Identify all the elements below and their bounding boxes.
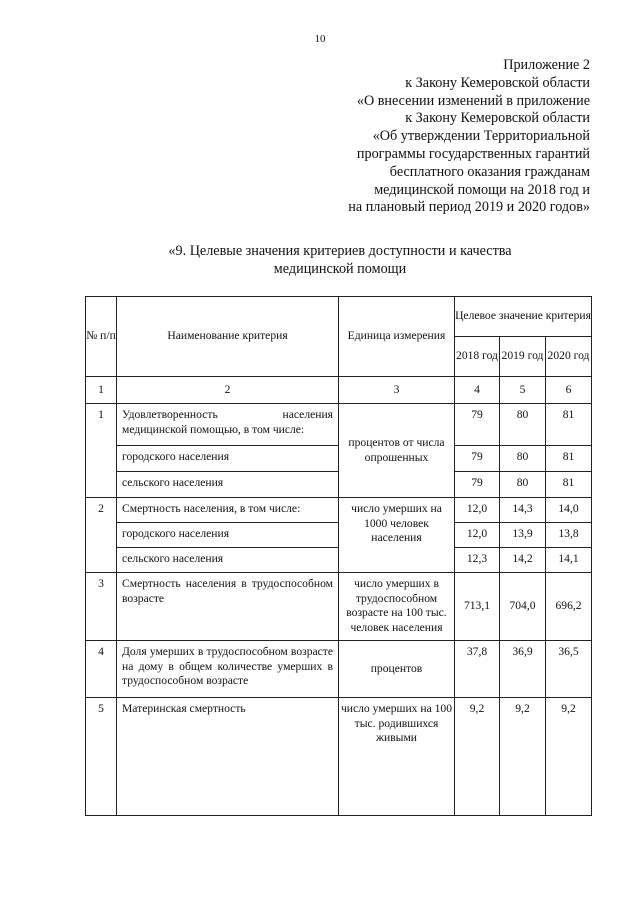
section-heading xyxy=(120,243,560,279)
row-name: Смертность населения в трудоспособном возрасте xyxy=(117,573,339,641)
value-cell: 12,0 xyxy=(455,523,500,548)
header-num: № п/п xyxy=(86,297,117,377)
table-row xyxy=(86,498,592,523)
value-cell: 12,0 xyxy=(455,498,500,523)
appendix-line: к Закону Кемеровской области xyxy=(405,110,590,127)
row-num: 1 xyxy=(86,404,117,498)
header-year: 2019 год xyxy=(500,337,546,377)
header-target: Целевое значение критерия xyxy=(455,297,592,337)
row-num: 3 xyxy=(86,573,117,641)
col-number: 2 xyxy=(117,377,339,404)
row-name: городского населения xyxy=(117,446,339,472)
row-num: 5 xyxy=(86,698,117,816)
value-cell: 81 xyxy=(546,472,592,498)
value-cell: 79 xyxy=(455,404,500,446)
value-cell: 80 xyxy=(500,446,546,472)
row-unit: число умерших на 100 тыс. родившихся живыми xyxy=(339,698,455,816)
appendix-block xyxy=(260,57,590,217)
row-name: Доля умерших в трудоспособном возрасте на дому в общем количестве умерших в трудоспособном возрасте xyxy=(117,641,339,698)
value-cell: 14,2 xyxy=(500,548,546,573)
value-cell: 12,3 xyxy=(455,548,500,573)
value-cell: 36,9 xyxy=(500,641,546,698)
appendix-line: бесплатного оказания гражданам xyxy=(389,163,590,180)
row-name: Материнская смертность xyxy=(117,698,339,816)
appendix-line: «О внесении изменений в приложение xyxy=(356,92,590,109)
col-number: 5 xyxy=(500,377,546,404)
col-number: 1 xyxy=(86,377,117,404)
appendix-line: «Об утверждении Территориальной xyxy=(372,128,590,145)
table-row xyxy=(86,698,592,816)
value-cell: 9,2 xyxy=(455,698,500,816)
appendix-line: к Закону Кемеровской области xyxy=(405,74,590,91)
value-cell: 79 xyxy=(455,446,500,472)
value-cell: 80 xyxy=(500,472,546,498)
appendix-line: на плановый период 2019 и 2020 годов» xyxy=(348,199,590,216)
heading-line-2: медицинской помощи xyxy=(273,260,407,277)
col-number: 3 xyxy=(339,377,455,404)
value-cell: 9,2 xyxy=(546,698,592,816)
col-number: 4 xyxy=(455,377,500,404)
value-cell: 696,2 xyxy=(546,573,592,641)
row-unit: процентов от числа опрошенных xyxy=(339,404,455,498)
value-cell: 80 xyxy=(500,404,546,446)
value-cell: 713,1 xyxy=(455,573,500,641)
row-num: 2 xyxy=(86,498,117,573)
header-unit: Единица измерения xyxy=(339,297,455,377)
value-cell: 79 xyxy=(455,472,500,498)
table-row xyxy=(86,641,592,698)
col-number: 6 xyxy=(546,377,592,404)
heading-line-1: «9. Целевые значения критериев доступности и качества xyxy=(168,243,512,259)
value-cell: 14,1 xyxy=(546,548,592,573)
value-cell: 14,3 xyxy=(500,498,546,523)
table-row xyxy=(86,404,592,446)
value-cell: 13,8 xyxy=(546,523,592,548)
appendix-line: Приложение 2 xyxy=(503,57,590,73)
table-row xyxy=(86,573,592,641)
value-cell: 81 xyxy=(546,404,592,446)
value-cell: 81 xyxy=(546,446,592,472)
appendix-line: программы государственных гарантий xyxy=(356,145,590,162)
row-unit: число умерших на 1000 человек населения xyxy=(339,498,455,573)
row-unit: процентов xyxy=(339,641,455,698)
value-cell: 37,8 xyxy=(455,641,500,698)
row-name: сельского населения xyxy=(117,472,339,498)
header-year: 2018 год xyxy=(455,337,500,377)
row-name: Удовлетворенность населения медицинской помощью, в том числе: xyxy=(117,404,339,446)
appendix-line: медицинской помощи на 2018 год и xyxy=(374,181,590,198)
row-name: городского населения xyxy=(117,523,339,548)
value-cell: 14,0 xyxy=(546,498,592,523)
value-cell: 13,9 xyxy=(500,523,546,548)
row-num: 4 xyxy=(86,641,117,698)
criteria-table xyxy=(85,296,592,816)
value-cell: 9,2 xyxy=(500,698,546,816)
value-cell: 36,5 xyxy=(546,641,592,698)
row-name: сельского населения xyxy=(117,548,339,573)
header-year: 2020 год xyxy=(546,337,592,377)
value-cell: 704,0 xyxy=(500,573,546,641)
row-name: Смертность населения, в том числе: xyxy=(117,498,339,523)
row-unit: число умерших в трудоспособном возрасте на 100 тыс. человек населения xyxy=(339,573,455,641)
page-number: 10 xyxy=(314,33,326,45)
header-name: Наименование критерия xyxy=(117,297,339,377)
